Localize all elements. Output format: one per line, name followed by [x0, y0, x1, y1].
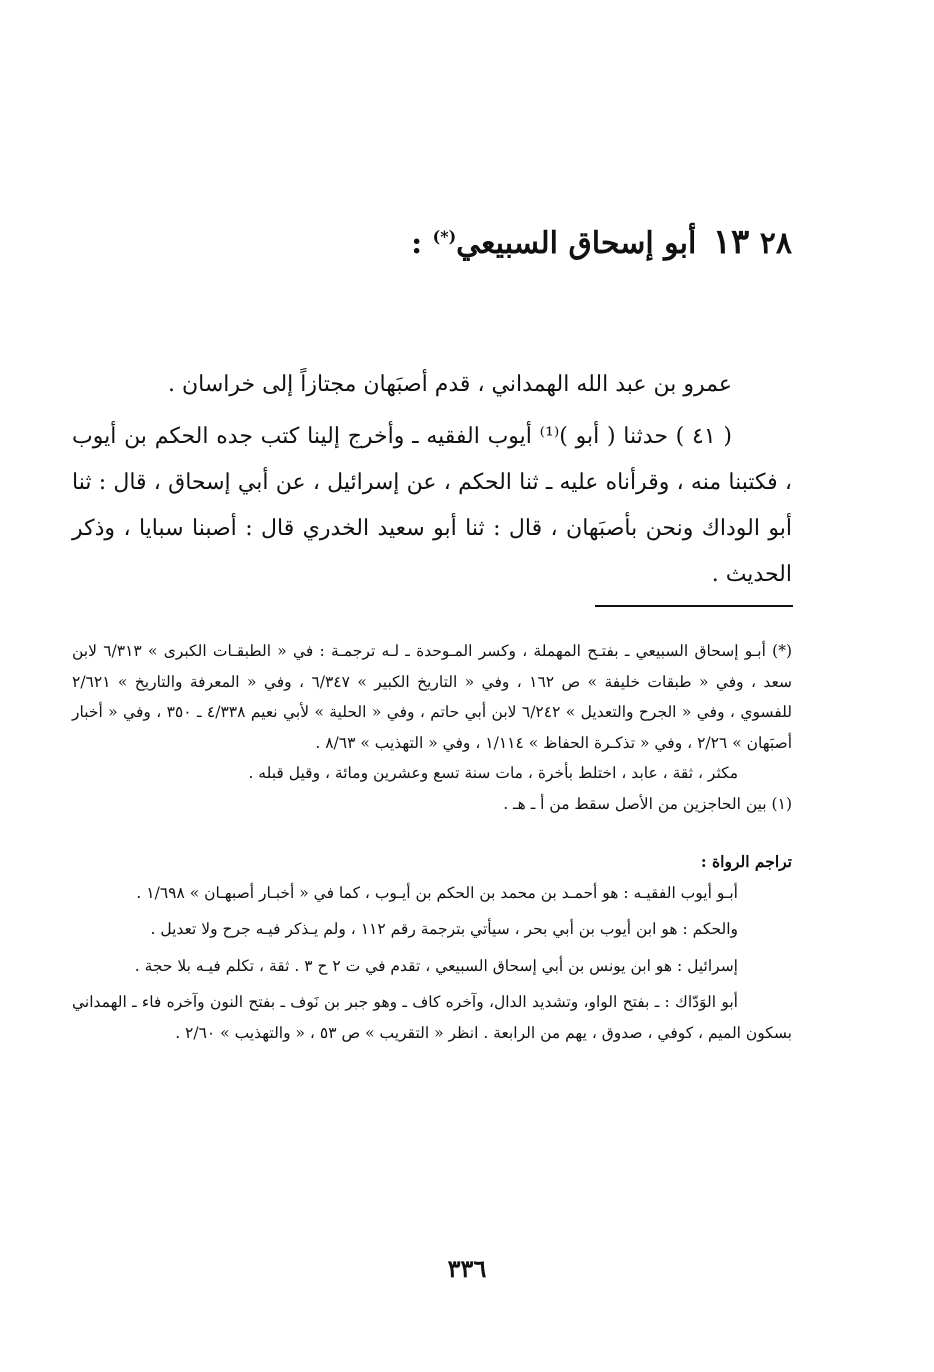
narrator-entry: أبو الوَدّاك : ـ بفتح الواو، وتشديد الدال، وآخره كاف ـ وهو جبر بن نَوف ـ بفتح النون وآخره فاء ـ الهمداني بسكون الميم ، كوفي ، صدوق ، يهم من الرابعة . انظر « التقريب » ص ٥٣ ، « والتهذيب » ٢/٦٠ . [72, 993, 792, 1042]
narrators-heading: تراجم الرواة : [700, 852, 792, 871]
entry-marker: ١٣ [712, 222, 750, 262]
narrator-entry: إسرائيل : هو ابن يونس بن أبي إسحاق السبيعي ، تقدم في ت ٢ ح ٣ . ثقة ، تكلم فيـه بلا حجة . [134, 956, 738, 975]
footnote-star: (*) أبـو إسحاق السبيعي ـ بفتـح المهملة ، وكسر المـوحدة ـ لـه ترجمـة : في « الطبقـات الكبرى » ٦/٣١٣ لابن سعد ، وفي « طبقات خليفة » ص ١٦٢ ، وفي « التاريخ الكبير » ٦/٣٤٧ ، وفي « المعرفة والتاريخ » ٢/٦٢١ للفسوي ، وفي « الجرح والتعديل » ٦/٢٤٢ لابن أبي حاتم ، وفي « الحلية » لأبي نعيم ٤/٣٣٨ ـ ٣٥٠ ، وفي « أخبار أصبَهان » ٢/٢٦ ، وفي « تذكـرة الحفاظ » ١/١١٤ ، وفي « التهذيب » ٨/٦٣ . [72, 642, 792, 752]
footnotes [72, 636, 792, 1048]
main-text [72, 362, 792, 598]
footnote-divider [595, 605, 793, 607]
page-number: ٣٣٦ [447, 1254, 487, 1283]
entry-number: ٢٨ [759, 226, 792, 261]
entry-title: أبو إسحاق السبيعي [456, 226, 697, 261]
entry-asterisk: (*) [432, 227, 457, 246]
narrator-entry: أبـو أيوب الفقيـه : هو أحمـد بن محمد بن الحكم بن أيـوب ، كما في « أخبـار أصبهـان » ١/٦٩٨ . [136, 883, 738, 902]
entry-colon: : [411, 226, 423, 261]
footnote-1: (١) بين الحاجزين من الأصل سقط من أ ـ هـ . [503, 794, 792, 813]
narrator-entry: والحكم : هو ابن أيوب بن أبي بحر ، سيأتي بترجمة رقم ١١٢ ، ولم يـذكر فيـه جرح ولا تعديل . [150, 920, 738, 938]
hadith-paragraph: ( ٤١ ) حدثنا ( أبو )⁽¹⁾ أيوب الفقيه ـ وأخرج إلينا كتب جده الحكم بن أيوب ، فكتبنا منه ، وقرأناه عليه ـ ثنا الحكم ، عن إسرائيل ، عن أبي إسحاق ، قال : ثنا أبو الوداك ونحن بأصبَهان ، قال : ثنا أبو سعيد الخدري قال : أصبنا سبايا ، وذكر الحديث . [72, 424, 792, 587]
intro-paragraph: عمرو بن عبد الله الهمداني ، قدم أصبَهان مجتازاً إلى خراسان . [168, 372, 732, 397]
entry-heading [411, 222, 792, 262]
footnote-star-continuation: مكثر ، ثقة ، عابد ، اختلط بأخرة ، مات سنة تسع وعشرين ومائة ، وقيل قبله . [248, 764, 738, 782]
